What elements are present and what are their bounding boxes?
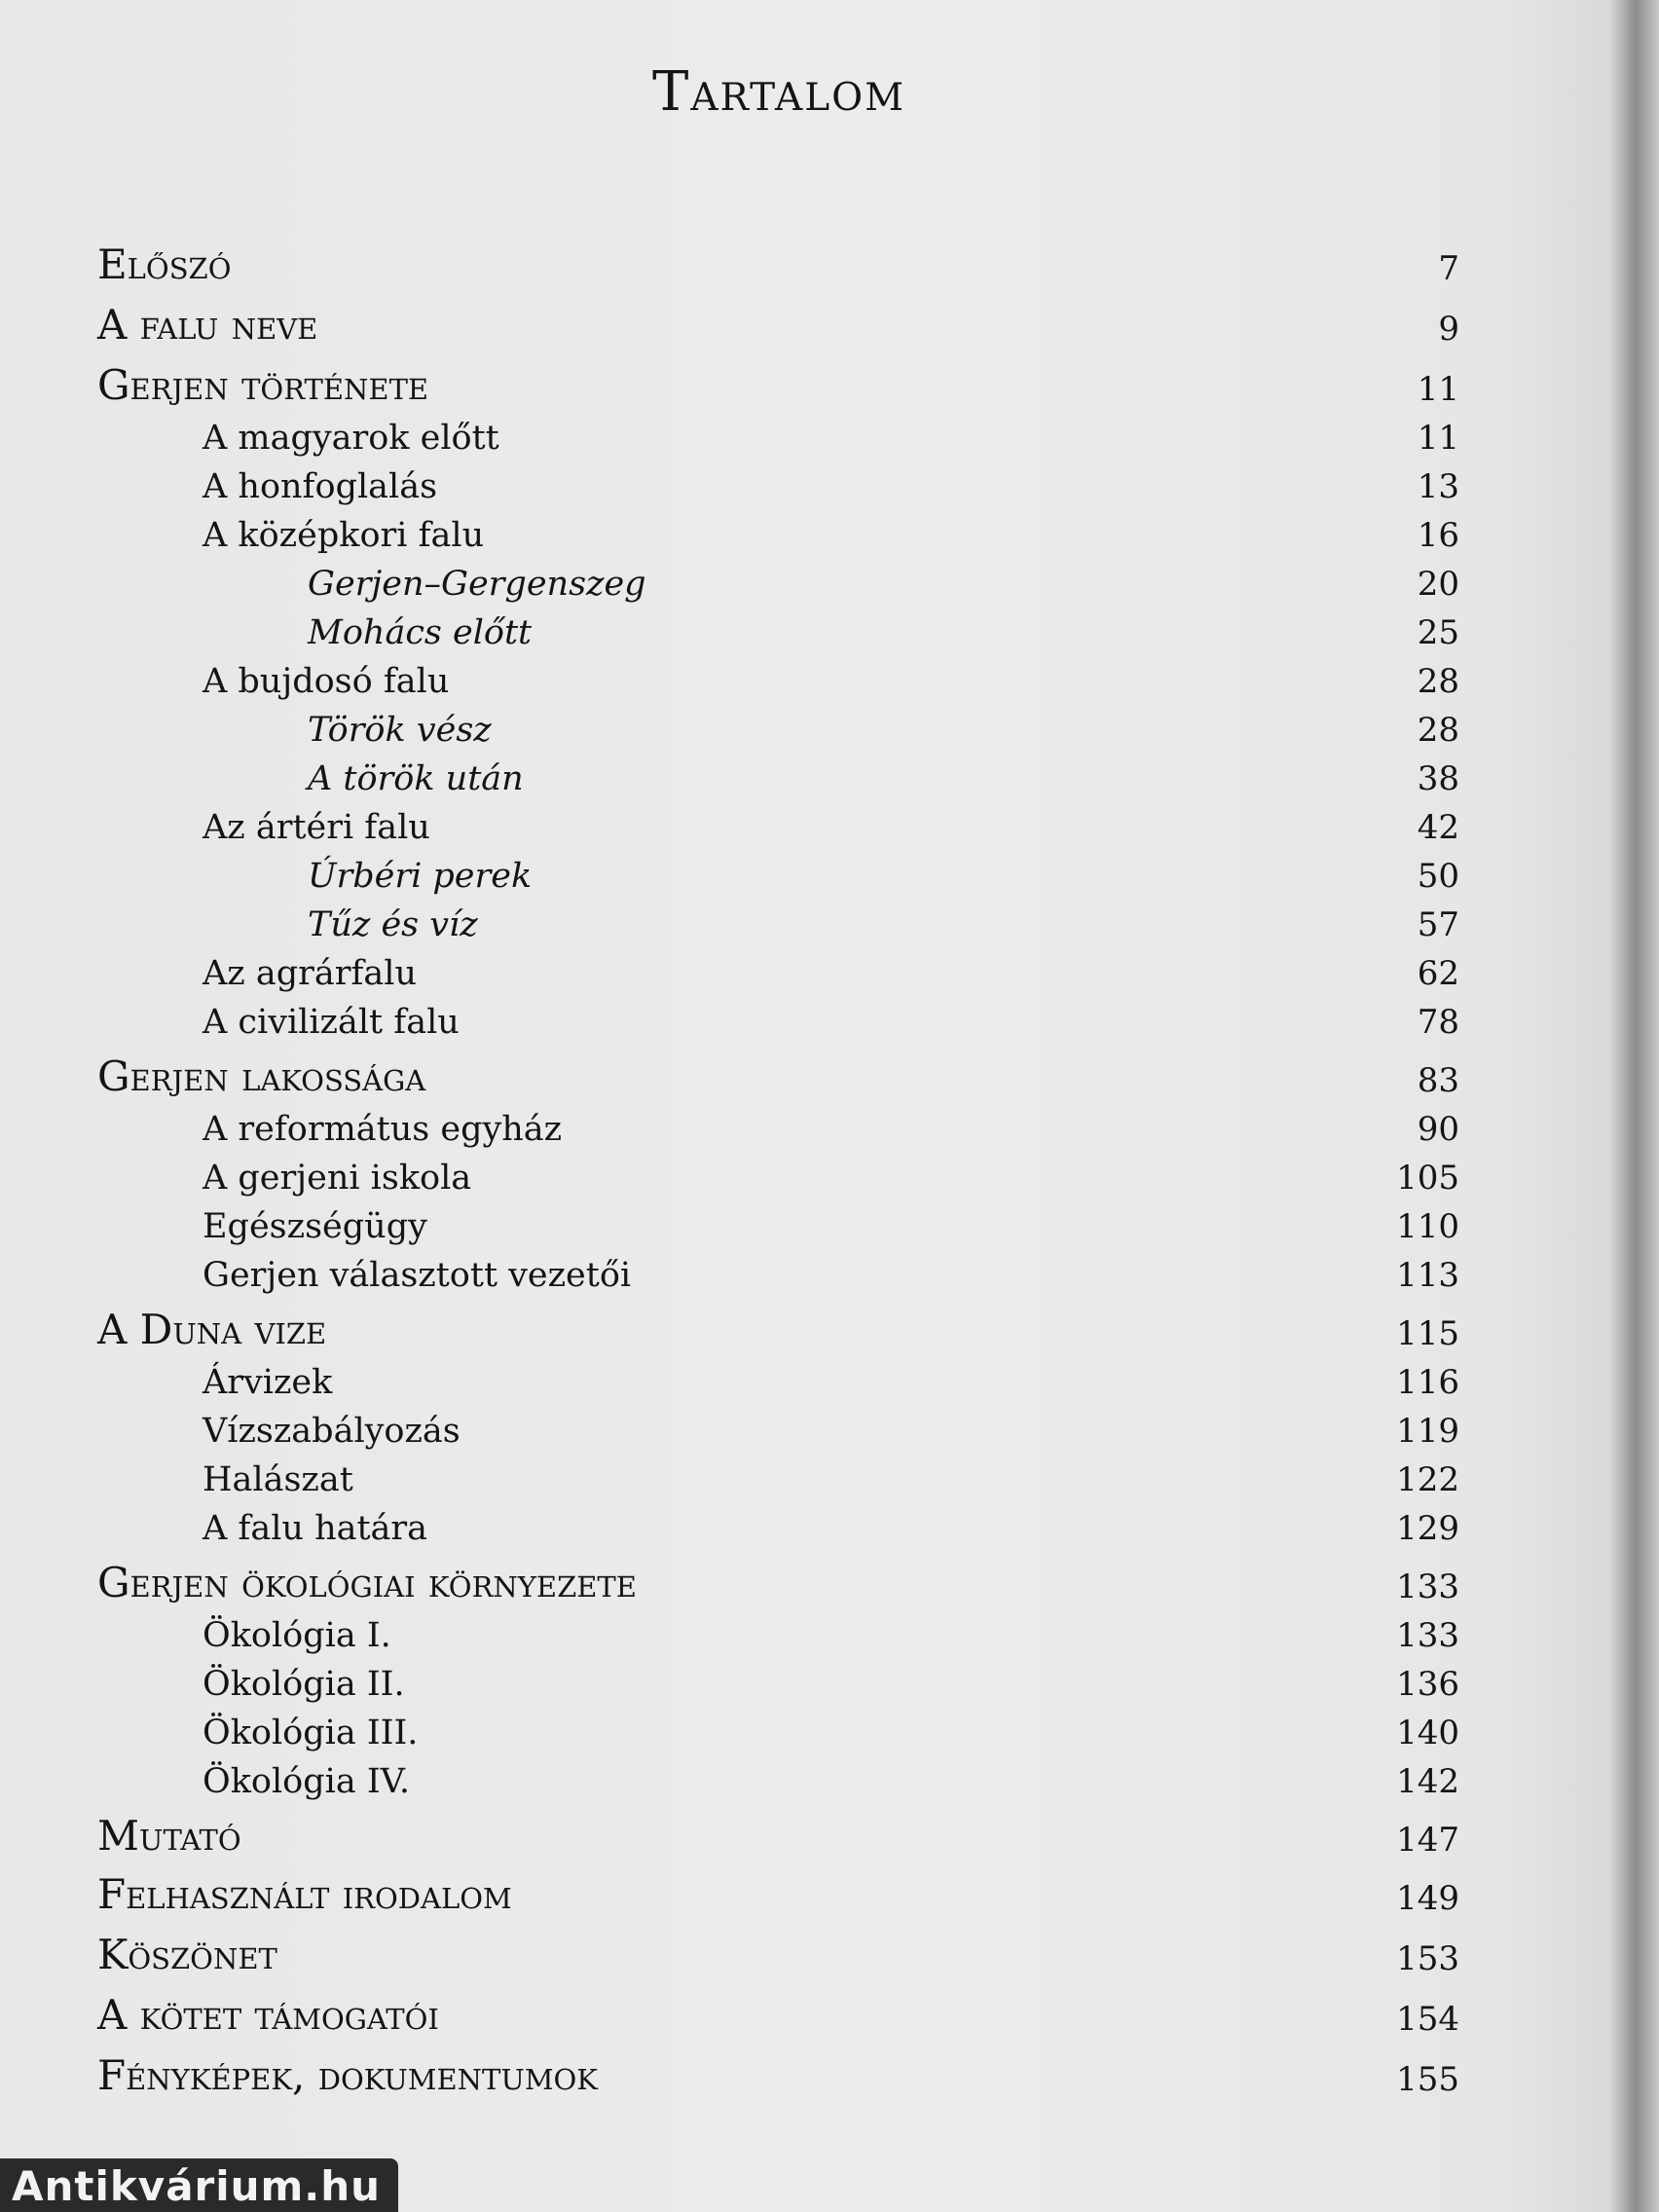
toc-entry (0, 1560, 1659, 1614)
toc-entry-page: 136 (1396, 1665, 1459, 1704)
toc-entry-title: Vízszabályozás (203, 1412, 461, 1451)
toc-entry (0, 1453, 1659, 1507)
toc-entry-page: 42 (1417, 808, 1459, 847)
toc-entry-page: 13 (1417, 467, 1459, 506)
toc-entry (0, 411, 1659, 465)
toc-entry (0, 946, 1659, 1001)
toc-entry-title: Fényképek, dokumentumok (97, 2051, 598, 2099)
toc-entry (0, 241, 1659, 296)
toc-entry (0, 1706, 1659, 1760)
toc-entry (0, 1102, 1659, 1157)
toc-entry-title: A falu neve (97, 301, 318, 349)
toc-entry-title: Tűz és víz (308, 905, 478, 944)
toc-entry-page: 113 (1396, 1256, 1459, 1295)
toc-entry (0, 557, 1659, 611)
toc-entry (0, 1992, 1659, 2046)
toc-entry-page: 16 (1417, 516, 1459, 555)
toc-entry-page: 25 (1417, 613, 1459, 652)
toc-entry-page: 133 (1396, 1616, 1459, 1655)
toc-entry-title: A magyarok előtt (203, 419, 499, 458)
toc-entry (0, 1932, 1659, 1986)
toc-entry-page: 57 (1417, 905, 1459, 944)
toc-entry-title: Köszönet (97, 1931, 277, 1978)
toc-entry-title: Ökológia I. (203, 1616, 391, 1655)
toc-entry-title: Ökológia III. (203, 1714, 419, 1752)
toc-entry (0, 362, 1659, 417)
toc-entry (0, 1871, 1659, 1926)
toc-entry-page: 129 (1396, 1509, 1459, 1548)
toc-entry (0, 2052, 1659, 2107)
toc-entry-title: Gerjen ökológiai környezete (97, 1559, 637, 1606)
toc-entry-title: A középkori falu (203, 516, 485, 555)
toc-entry (0, 1199, 1659, 1254)
toc-entry (0, 1355, 1659, 1410)
toc-entry (0, 460, 1659, 514)
toc-entry (0, 703, 1659, 757)
toc-entry-page: 78 (1417, 1003, 1459, 1042)
watermark: Antikvárium.hu (0, 2158, 398, 2212)
toc-entry-page: 116 (1396, 1363, 1459, 1402)
toc-entry-page: 90 (1417, 1110, 1459, 1149)
toc-entry-title: A honfoglalás (203, 467, 438, 506)
toc-entry-page: 50 (1417, 857, 1459, 896)
toc-entry-page: 119 (1396, 1412, 1459, 1451)
toc-entry-title: Felhasznált irodalom (97, 1870, 512, 1918)
toc-entry-title: A falu határa (203, 1509, 428, 1548)
toc-entry-page: 147 (1396, 1821, 1459, 1860)
toc-entry (0, 1404, 1659, 1458)
toc-entry-title: Halászat (203, 1460, 353, 1499)
toc-entry-title: Ökológia IV. (203, 1762, 410, 1801)
toc-entry-title: A református egyház (203, 1110, 563, 1149)
page-title: Tartalom (651, 60, 906, 124)
toc-entry (0, 1813, 1659, 1867)
toc-entry-title: Árvizek (203, 1363, 333, 1402)
toc-entry-page: 110 (1396, 1207, 1459, 1246)
toc-entry-title: A civilizált falu (203, 1003, 460, 1042)
toc-entry-title: Mutató (97, 1812, 241, 1860)
toc-entry-page: 133 (1396, 1567, 1459, 1606)
toc-entry-page: 154 (1396, 2000, 1459, 2039)
toc-entry-title: Gerjen lakossága (97, 1052, 426, 1100)
toc-entry-title: Gerjen–Gergenszeg (308, 565, 646, 604)
toc-entry-title: A gerjeni iskola (203, 1159, 472, 1198)
toc-entry (0, 995, 1659, 1050)
toc-entry-page: 142 (1396, 1762, 1459, 1801)
toc-entry-page: 7 (1438, 249, 1459, 288)
toc-entry-title: A kötet támogatói (97, 1991, 439, 2039)
toc-entry (0, 1501, 1659, 1556)
toc-entry-title: Török vész (308, 711, 492, 750)
toc-entry (0, 654, 1659, 709)
toc-entry-page: 140 (1396, 1714, 1459, 1752)
toc-entry (0, 800, 1659, 855)
toc-entry-page: 20 (1417, 565, 1459, 604)
toc-entry-page: 83 (1417, 1061, 1459, 1100)
toc-entry (0, 302, 1659, 356)
toc-entry-page: 28 (1417, 662, 1459, 701)
toc-entry (0, 606, 1659, 660)
toc-entry-page: 149 (1396, 1879, 1459, 1918)
toc-entry-title: A bujdosó falu (203, 662, 450, 701)
toc-entry-page: 38 (1417, 759, 1459, 798)
toc-entry-title: Az agrárfalu (203, 954, 417, 993)
toc-entry (0, 849, 1659, 903)
toc-entry-title: Mohács előtt (308, 613, 533, 652)
toc-entry (0, 1151, 1659, 1205)
toc-entry-title: Gerjen története (97, 361, 429, 409)
toc-entry-title: Gerjen választott vezetői (203, 1256, 632, 1295)
toc-entry-page: 155 (1396, 2060, 1459, 2099)
toc-entry (0, 1248, 1659, 1303)
toc-entry-page: 153 (1396, 1939, 1459, 1978)
toc-entry (0, 1657, 1659, 1712)
toc-entry-page: 11 (1417, 419, 1459, 458)
toc-entry (0, 752, 1659, 806)
toc-entry-page: 28 (1417, 711, 1459, 750)
toc-entry-page: 11 (1417, 370, 1459, 409)
toc-entry-title: Előszó (97, 240, 232, 288)
toc-entry (0, 508, 1659, 563)
toc-entry-title: Az ártéri falu (203, 808, 430, 847)
toc-entry (0, 1608, 1659, 1663)
toc-entry-page: 9 (1438, 310, 1459, 349)
toc-entry-title: Ökológia II. (203, 1665, 405, 1704)
toc-entry-title: Egészségügy (203, 1207, 427, 1246)
toc-entry-title: A Duna vize (97, 1306, 327, 1353)
toc-entry-title: Úrbéri perek (308, 857, 533, 896)
toc-entry (0, 1307, 1659, 1361)
toc-entry (0, 1754, 1659, 1809)
toc-entry (0, 898, 1659, 952)
toc-entry-page: 115 (1396, 1314, 1459, 1353)
toc-entry-page: 122 (1396, 1460, 1459, 1499)
toc-entry-page: 105 (1396, 1159, 1459, 1198)
toc-entry (0, 1053, 1659, 1108)
toc-entry-page: 62 (1417, 954, 1459, 993)
toc-entry-title: A török után (308, 759, 524, 798)
